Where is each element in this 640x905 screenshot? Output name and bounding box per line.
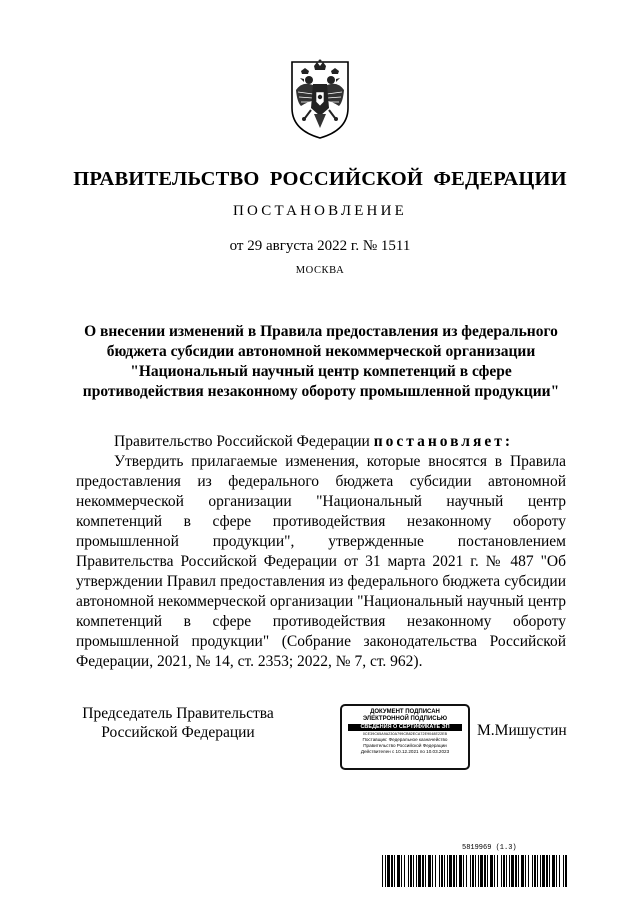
decree-word: постановляет: xyxy=(373,433,514,450)
stamp-line: ЭЛЕКТРОННОЙ ПОДПИСЬЮ xyxy=(362,716,448,722)
city: МОСКВА xyxy=(295,265,345,276)
barcode xyxy=(382,855,568,887)
stamp-line: ДОКУМЕНТ ПОДПИСАН xyxy=(370,709,440,715)
subject-line: О внесении изменений в Правила предоставления из федерального xyxy=(84,323,558,340)
subject-line: "Национальный научный центр компетенций в сфере xyxy=(130,363,512,380)
decree-intro xyxy=(76,432,566,452)
position-line: Председатель Правительства xyxy=(82,705,274,722)
document-body xyxy=(76,432,566,672)
subject-line: противодействия незаконному обороту промышленной продукции" xyxy=(82,383,560,400)
stamp-serial: 0СЕ39С65А9А230А799СВ82ЕСА72Е9048Е22ЕВ xyxy=(362,732,448,736)
stamp-issuer: Поставщик: Федеральное казначейство xyxy=(362,737,448,742)
document-type: ПОСТАНОВЛЕНИЕ xyxy=(233,203,407,219)
coat-of-arms-emblem xyxy=(287,56,353,140)
stamp-header: СВЕДЕНИЯ О СЕРТИФИКАТЕ ЭП xyxy=(348,724,462,731)
signatory-name: М.Мишустин xyxy=(477,722,567,739)
stamp-owner: Правительство Российской Федерации xyxy=(363,743,447,748)
document-subject xyxy=(78,322,564,402)
electronic-signature-stamp xyxy=(340,704,470,770)
body-paragraph: Утвердить прилагаемые изменения, которые вносятся в Правила предоставления из федерального бюджета субсидии автономной некоммерческой организации "Национальный научный центр компетенций в сфере противодействия незаконному обороту промышленной продукции", утвержденные постановлением Правительства Российской Федерации от 31 марта 2021 г. № 487 "Об утверждении Правил предоставления из федерального бюджета субсидии автономной некоммерческой организации "Национальный научный центр компетенций в сфере противодействия незаконному обороту промышленной продукции" (Собрание законодательства Российской Федерации, 2021, № 14, ст. 2353; 2022, № 7, ст. 962). xyxy=(76,453,566,670)
position-line: Российской Федерации xyxy=(101,724,255,741)
date-and-number: от 29 августа 2022 г. № 1511 xyxy=(229,238,411,254)
barcode-number: 5819969 (1.3) xyxy=(462,844,517,852)
subject-line: бюджета субсидии автономной некоммерческой организации xyxy=(106,343,536,360)
intro-text: Правительство Российской Федерации xyxy=(114,433,374,450)
signatory-position xyxy=(78,704,278,742)
government-title: ПРАВИТЕЛЬСТВО РОССИЙСКОЙ ФЕДЕРАЦИИ xyxy=(73,168,567,190)
stamp-validity: Действителен с 10.12.2021 по 10.03.2023 xyxy=(360,749,450,754)
